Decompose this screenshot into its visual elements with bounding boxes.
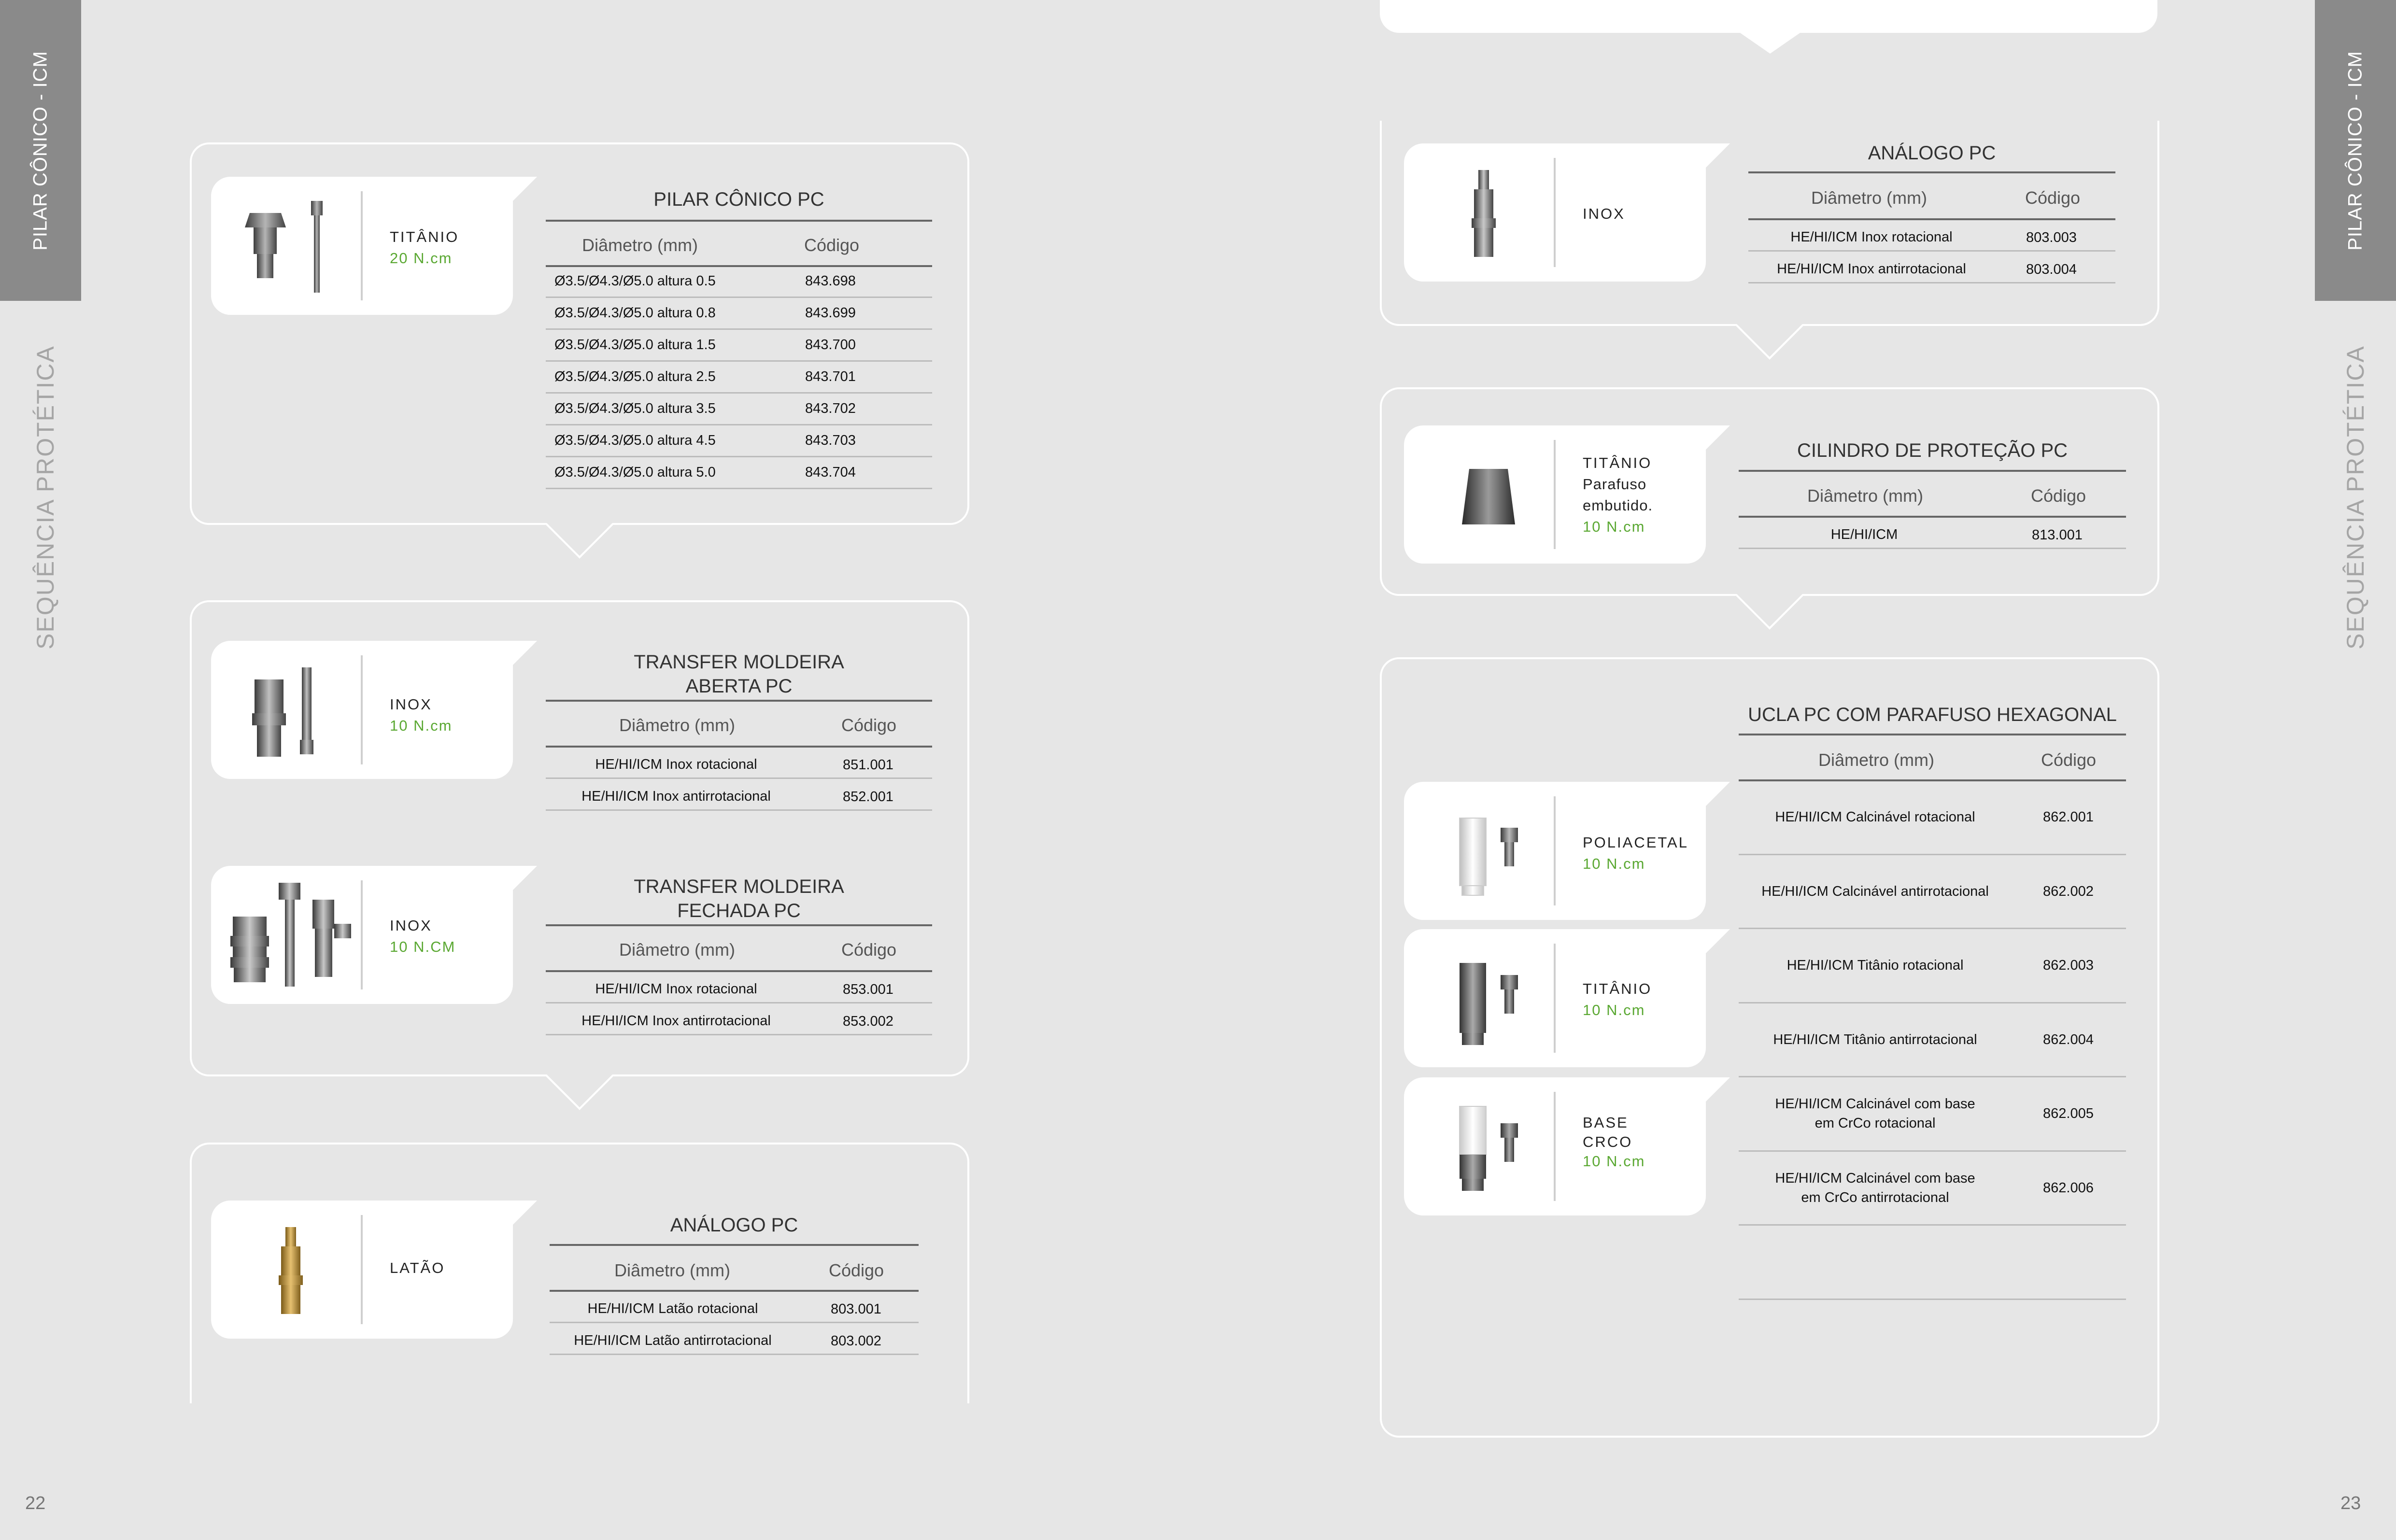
torque-label: 10 N.cm (390, 717, 453, 734)
table-title: CILINDRO DE PROTEÇÃO PC (1797, 440, 2068, 461)
ucla-base-crco-image (1447, 1102, 1534, 1198)
material-label: INOX (390, 696, 432, 713)
row-diameter-line1: HE/HI/ICM Titânio rotacional (1786, 958, 1964, 973)
row-code: 853.002 (843, 1014, 893, 1029)
material-note-line1: Parafuso (1583, 476, 1647, 493)
cilindro-product-image (1457, 464, 1520, 532)
material-label: TITÂNIO (1583, 454, 1652, 471)
col-header-code: Código (2025, 188, 2081, 208)
row-diameter-line1: HE/HI/ICM Calcinável com base (1775, 1096, 1975, 1112)
row-code: 843.701 (805, 369, 856, 384)
col-header-diameter: Diâmetro (mm) (619, 940, 735, 960)
row-code: 853.001 (843, 982, 893, 997)
row-divider (546, 360, 932, 362)
row-code: 862.004 (2043, 1031, 2094, 1047)
col-header-diameter: Diâmetro (mm) (1807, 486, 1923, 506)
row-diameter: HE/HI/ICM Inox rotacional (595, 757, 757, 772)
transfer-aberta-image (245, 660, 341, 762)
row-diameter: HE/HI/ICM Inox antirrotacional (1777, 261, 1966, 277)
row-diameter: HE/HI/ICM Inox rotacional (1790, 229, 1953, 245)
col-header-code: Código (829, 1260, 884, 1280)
col-header-diameter: Diâmetro (mm) (619, 715, 735, 735)
torque-label: 10 N.cm (1583, 518, 1645, 535)
col-header-diameter: Diâmetro (mm) (1811, 188, 1927, 208)
row-code: 862.003 (2043, 958, 2094, 973)
row-divider (546, 424, 932, 425)
material-label-line1: BASE (1583, 1114, 1629, 1131)
product-card-ucla-poliacetal (1404, 782, 1706, 920)
row-divider (1739, 1150, 2126, 1152)
table-title-line2: ABERTA PC (685, 676, 793, 697)
product-card-analogo-inox (1404, 143, 1706, 282)
table-title-line2: FECHADA PC (677, 900, 801, 921)
product-card-transfer-aberta (211, 641, 513, 779)
row-code: 803.003 (2026, 230, 2077, 245)
product-card-pilar (211, 177, 513, 315)
pilar-product-image (235, 196, 341, 297)
row-diameter: HE/HI/ICM Inox antirrotacional (581, 789, 771, 804)
row-code: 862.002 (2043, 883, 2094, 899)
page-number-left: 22 (25, 1493, 46, 1513)
row-diameter (1739, 956, 2012, 975)
row-diameter (1739, 1169, 2012, 1207)
analogo-inox-image (1457, 165, 1515, 262)
side-label-right (2315, 328, 2396, 666)
row-divider (1739, 1224, 2126, 1226)
continued-panel-top (1380, 0, 2157, 33)
row-divider (546, 488, 932, 489)
row-divider (1739, 1002, 2126, 1003)
row-diameter (1739, 1030, 2012, 1049)
product-card-cilindro (1404, 425, 1706, 564)
side-label-text: SEQUÊNCIA PROTÉTICA (32, 345, 59, 650)
row-diameter: Ø3.5/Ø4.3/Ø5.0 altura 3.5 (554, 401, 716, 416)
material-label: INOX (1583, 205, 1625, 222)
row-divider (1739, 928, 2126, 929)
row-diameter: HE/HI/ICM Latão antirrotacional (574, 1333, 772, 1348)
row-diameter: HE/HI/ICM Inox antirrotacional (581, 1013, 771, 1029)
col-header-code: Código (804, 235, 860, 255)
row-code: 862.005 (2043, 1106, 2094, 1121)
row-divider (1739, 1299, 2126, 1300)
row-diameter: HE/HI/ICM (1830, 527, 1898, 542)
col-header-code: Código (2041, 750, 2097, 770)
row-divider (546, 456, 932, 457)
side-tab-text: PILAR CÔNICO - ICM (29, 50, 51, 251)
row-diameter: HE/HI/ICM Inox rotacional (595, 981, 757, 997)
row-code: 851.001 (843, 757, 893, 773)
row-diameter: Ø3.5/Ø4.3/Ø5.0 altura 0.5 (554, 273, 716, 289)
row-diameter (1739, 807, 2012, 827)
side-label-left (5, 328, 86, 666)
torque-label: 10 N.cm (1583, 1153, 1645, 1170)
row-diameter: Ø3.5/Ø4.3/Ø5.0 altura 4.5 (554, 433, 716, 448)
row-code: 803.004 (2026, 262, 2077, 277)
col-header-code: Código (2031, 486, 2086, 506)
row-code: 843.704 (805, 465, 856, 480)
row-code: 843.698 (805, 273, 856, 289)
row-code: 843.702 (805, 401, 856, 416)
side-tab-left (0, 0, 81, 301)
material-label: POLIACETAL (1583, 834, 1688, 851)
row-code: 813.001 (2032, 527, 2083, 543)
row-divider (546, 392, 932, 394)
row-diameter-line2: em CrCo rotacional (1815, 1116, 1936, 1131)
page-number-right: 23 (2340, 1493, 2361, 1513)
row-diameter-line2: em CrCo antirrotacional (1801, 1189, 1949, 1205)
table-title: UCLA PC COM PARAFUSO HEXAGONAL (1748, 704, 2117, 725)
product-card-analogo-latao (211, 1201, 513, 1339)
col-header-code: Código (841, 715, 897, 735)
row-divider (1739, 1076, 2126, 1077)
col-header-diameter: Diâmetro (mm) (582, 235, 698, 255)
material-label: LATÃO (390, 1259, 445, 1276)
table-title: PILAR CÔNICO PC (653, 189, 824, 210)
row-diameter-line1: HE/HI/ICM Calcinável com base (1775, 1170, 1975, 1186)
row-diameter (1739, 882, 2012, 901)
row-code: 843.700 (805, 337, 856, 353)
side-label-text: SEQUÊNCIA PROTÉTICA (2342, 345, 2369, 650)
ucla-poliacetal-image (1447, 811, 1534, 903)
table-title: ANÁLOGO PC (670, 1215, 798, 1236)
col-header-code: Código (841, 940, 897, 960)
table-title-line1: TRANSFER MOLDEIRA (634, 876, 844, 897)
material-label: TITÂNIO (1583, 980, 1652, 997)
material-note-line2: embutido. (1583, 497, 1653, 514)
row-code: 843.703 (805, 433, 856, 448)
row-divider (546, 297, 932, 298)
product-card-ucla-titanio (1404, 929, 1706, 1067)
row-diameter (1739, 1094, 2012, 1133)
side-tab-right (2315, 0, 2396, 301)
row-code: 862.001 (2043, 809, 2094, 825)
table-title: ANÁLOGO PC (1868, 142, 1996, 164)
row-code: 803.002 (831, 1333, 881, 1349)
row-divider (546, 328, 932, 330)
row-diameter-line1: HE/HI/ICM Calcinável rotacional (1775, 809, 1975, 825)
torque-label: 20 N.cm (390, 250, 453, 267)
torque-label: 10 N.CM (390, 938, 456, 955)
row-diameter-line1: HE/HI/ICM Calcinável antirrotacional (1761, 883, 1989, 899)
product-card-transfer-fechada (211, 866, 513, 1004)
transfer-fechada-image (223, 880, 358, 991)
row-diameter: HE/HI/ICM Latão rotacional (587, 1301, 758, 1316)
torque-label: 10 N.cm (1583, 1002, 1645, 1018)
row-diameter: Ø3.5/Ø4.3/Ø5.0 altura 5.0 (554, 465, 716, 480)
top-box-pointer (1739, 32, 1801, 56)
row-code: 803.001 (831, 1301, 881, 1317)
row-divider (1739, 854, 2126, 855)
row-code: 843.699 (805, 305, 856, 321)
row-code: 852.001 (843, 789, 893, 805)
table-title-line1: TRANSFER MOLDEIRA (634, 651, 844, 673)
ucla-titanio-image (1447, 958, 1534, 1050)
product-card-ucla-base-crco (1404, 1077, 1706, 1215)
material-label-line2: CRCO (1583, 1133, 1633, 1150)
analogo-latao-image (264, 1222, 322, 1319)
material-label: INOX (390, 917, 432, 934)
row-diameter-line1: HE/HI/ICM Titânio antirrotacional (1773, 1031, 1977, 1047)
torque-label: 10 N.cm (1583, 855, 1645, 872)
side-tab-text: PILAR CÔNICO - ICM (2344, 50, 2366, 251)
row-code: 862.006 (2043, 1180, 2094, 1196)
row-diameter: Ø3.5/Ø4.3/Ø5.0 altura 2.5 (554, 369, 716, 384)
row-diameter: Ø3.5/Ø4.3/Ø5.0 altura 1.5 (554, 337, 716, 353)
row-diameter: Ø3.5/Ø4.3/Ø5.0 altura 0.8 (554, 305, 716, 321)
material-label: TITÂNIO (390, 228, 459, 245)
col-header-diameter: Diâmetro (mm) (614, 1260, 730, 1280)
col-header-diameter: Diâmetro (mm) (1818, 750, 1934, 770)
